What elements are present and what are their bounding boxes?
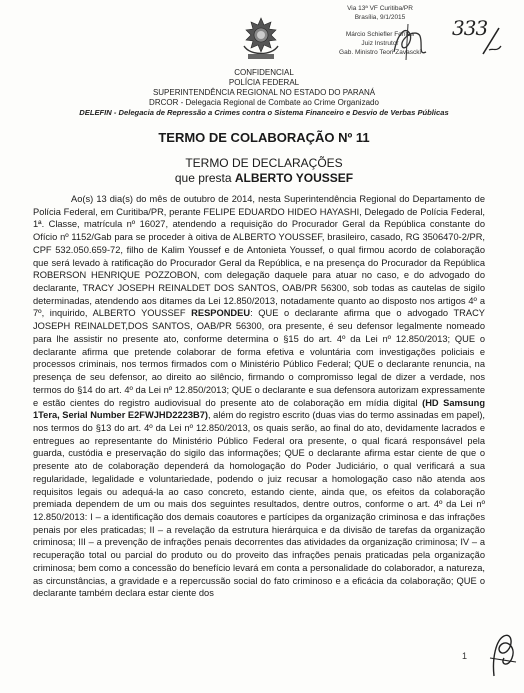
document-subtitle xyxy=(40,156,488,186)
stamp-line: Gab. Ministro Teori Zavascki xyxy=(339,49,421,56)
header-superintendence: SUPERINTENDÊNCIA REGIONAL NO ESTADO DO PARANÁ xyxy=(152,88,376,97)
body-text-3: , além do registro escrito (duas vias do termo assinadas em papel), nos termos do §13 do art. 4º da Lei nº 12.850/2013, os quais serão, ao final do ato, devidamente lacrados e entregues ao representante do Ministério Público Federal ora presente, o qual ficará responsável pela guarda, custódia e preservação do sigilo das informações; QUE o declarante afirma estar ciente de que o presente ato de colaboração dependerá da homologação do Poder Judiciário, o qual verificará a sua regularidade, legalidade e voluntariedade, podendo o juiz recusar a homologação caso não atenda aos requisitos legais ou adequá-la ao caso concreto, estando ciente, ainda que, os efeitos da colaboração premiada dependem de um ou mais dos seguintes resultados, dentre outros, conforme o art. 4º da Lei nº 12.850/2013: I – a identificação dos demais coautores e partícipes da organização criminosa e das infrações penais por eles praticadas; II – a revelação da estrutura hierárquica e da divisão de tarefas da organização criminosa; III – a prevenção de infrações penais decorrentes das atividades da organização criminosa; IV – a recuperação total ou parcial do produto ou do proveito das infrações penais praticadas pela organização criminosa; bem como a concessão do benefício levará em conta a personalidade do colaborador, a natureza, as circunstâncias, a gravidade e a repercussão social do fato criminoso e a eficácia da colaboração; QUE o declarante também declara estar ciente dos xyxy=(33,410,485,599)
document-header xyxy=(40,68,488,118)
page-number-handwritten: 333 xyxy=(452,16,488,40)
stamp-line: Brasília, 9/1/2015 xyxy=(354,14,406,21)
body-bold-hd: (HD Samsung 1Tera, Serial Number E2FWJHD2223B7) xyxy=(33,397,485,421)
coat-of-arms-icon xyxy=(240,16,282,62)
subtitle-line2 xyxy=(40,171,488,186)
subtitle-line1: TERMO DE DECLARAÇÕES xyxy=(185,156,343,170)
body-paragraph xyxy=(33,193,485,600)
header-delefin: DELEFIN - Delegacia de Repressão a Crimes contra o Sistema Financeiro e Desvio de Verbas Públicas xyxy=(79,108,449,117)
handwritten-signature-icon xyxy=(388,22,432,62)
header-agency: POLÍCIA FEDERAL xyxy=(228,78,300,87)
body-bold-respondeu: RESPONDEU xyxy=(191,308,251,319)
footer-page-number: 1 xyxy=(462,651,468,661)
stamp-line: Juiz Instrutor xyxy=(361,40,399,47)
stamp-line: Márcio Schiefler Fontes xyxy=(345,31,415,38)
header-confidential: CONFIDENCIAL xyxy=(234,68,294,77)
header-drcor: DRCOR - Delegacia Regional de Combate ao Crime Organizado xyxy=(149,98,379,107)
receipt-stamp xyxy=(300,4,460,57)
document-title: TERMO DE COLABORAÇÃO Nº 11 xyxy=(158,130,370,145)
body-text-2: : QUE o declarante afirma que o advogado TRACY JOSEPH REINALDET,DOS SANTOS, OAB/PR 56300, ora presente, é seu defensor legalmente nomeado para lhe assistir no presente ato, conforme determina o §15 do art. 4º da Lei nº 12.850/2013; QUE o declarante afirma que pretende colaborar de forma efetiva e voluntária com investigações policiais e processos criminais, nos termos firmados com o Ministério Público Federal; QUE o declarante renuncia, na presença de seu defensor, ao direito ao silêncio, firmando o compromisso legal de dizer a verdade, nos termos do §14 do art. 4º da Lei nº 12.850/2013; QUE o declarante e sua defensora autorizam expressamente e estão cientes do registro audiovisual do presente ato de colaboração em mídia digital xyxy=(33,308,485,408)
slash-mark-icon xyxy=(479,24,503,58)
declarant-name: ALBERTO YOUSSEF xyxy=(234,171,354,185)
subtitle-prefix: que presta xyxy=(174,171,235,185)
body-text-1: Ao(s) 13 dia(s) do mês de outubro de 2014, nesta Superintendência Regional do Departamento de Polícia Federal, em Curitiba/PR, perante FELIPE EDUARDO HIDEO HAYASHI, Delegado de Polícia Federal, 1ª. Classe, matrícula nº 16027, atendendo a requisição do Procurador Geral da República constante do Ofício nº 1152/Gab para se proceder à oitiva de ALBERTO YOUSSEF, brasileiro, casado, RG 3506470-2/PR, CPF 532.050.659-72, filho de Kalim Youssef e de Antonieta Youssef, o qual firmou acordo de colaboração que será levado à ratificação do Procurador Geral da República, e na presença do Procurador da República ROBERSON HENRIQUE POZZOBON, com delegação daquele para atuar no caso, e do advogado do declarante, TRACY JOSEPH REINALDET DOS SANTOS, OAB/PR 56300, sob todas as cautelas de sigilo determinadas, atendendo aos ditames da Lei 12.850/2013, notadamente quanto ao disposto nos artigos 4º a 7º, inquirido, ALBERTO YOUSSEF xyxy=(33,194,485,319)
initials-signature-icon xyxy=(486,628,520,680)
stamp-line: Via 13ª VF Curitiba/PR xyxy=(347,5,413,12)
